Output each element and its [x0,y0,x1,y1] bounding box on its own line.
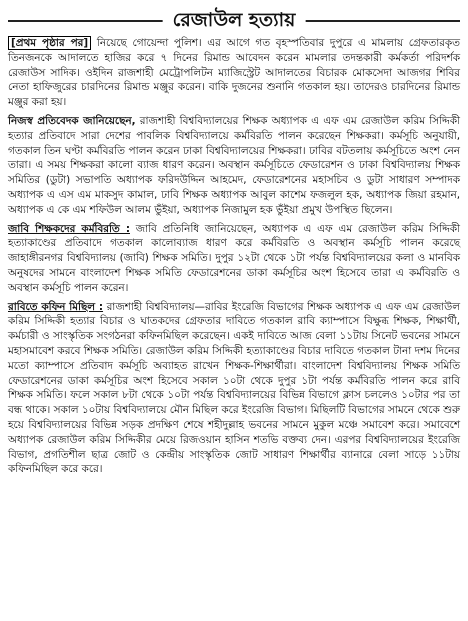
headline-bar [0,8,468,32]
paragraph-rabi [8,300,460,478]
paragraph-text: নিয়েছে গোয়েন্দা পুলিশ। এর আগে গত বৃহস্পতিবার দুপুরে এ মামলায় গ্রেফতারকৃত তিনজনকে আদালতে হাজির করে ৭ দিনের রিমান্ড আবেদন করেন মামলার তদন্তকারী কর্মকর্তা পরিদর্শক রেজাউস সাদিক। ওইদিন রাজশাহী মেট্রোপলিটন ম্যাজিস্ট্রেট আদালতের বিচারক মোকসেদা আজগর শিবির নেতা হাফিজুরের চারদিনের রিমান্ড মঞ্জুর করেন। বাকি দুজনের শুনানি গতকাল হয়। তাদেরও চারদিনের রিমান্ড মঞ্জুর করা হয়। [8,37,460,109]
subhead-own-correspondent: নিজস্ব প্রতিবেদক জানিয়েছেন, [8,114,136,127]
paragraph-text: রাজশাহী বিশ্ববিদ্যালয়—রাবির ইংরেজি বিভাগের শিক্ষক অধ্যাপক এ এফ এম রেজাউল করিম সিদ্দিকী হত্যার বিচার ও ঘাতকদের গ্রেফতার দাবিতে গতকাল রাবি ক্যাম্পাসে বিক্ষুব্ধ শিক্ষক, শিক্ষার্থী, কর্মচারী ও সাংস্কৃতিক সংগঠনরা কফিনমিছিল করেছেন। একই দাবিতে আজ বেলা ১১টায় সিনেট ভবনের সামনে মহাসমাবেশ করবে শিক্ষক সমিতি। রেজাউল করিম সিদ্দিকী হত্যাকাণ্ডের বিচার দাবিতে গতকাল টানা দশম দিনের মতো ক্যাম্পাসে প্রতিবাদ কর্মসূচি অব্যাহত রাখেন শিক্ষক-শিক্ষার্থীরা। বাংলাদেশ বিশ্ববিদ্যালয় শিক্ষক সমিতি ফেডারেশনের ডাকা কর্মসূচির অংশ হিসেবে সকাল ১০টা থেকে দুপুর ১টা পর্যন্ত কর্মবিরতি পালন করে রাবি শিক্ষক সমিতি। ফলে সকাল ৮টা থেকে ১০টা পর্যন্ত বিশ্ববিদ্যালয়ের বিভিন্ন বিভাগে ক্লাস চললেও ১০টার পর তা বন্ধ থাকে। সকাল ১০টায় বিশ্ববিদ্যালয়ে মৌন মিছিল করে ইংরেজি বিভাগ। মিছিলটি বিভাগের সামনে থেকে শুরু হয়ে বিশ্ববিদ্যালয়ের বিভিন্ন সড়ক প্রদক্ষিণ শেষে শহীদুল্লাহ ভবনের সামনে মুকুল মঞ্চে সমাবেশ করে। সমাবেশে অধ্যাপক রেজাউল করিম সিদ্দিকীর মেয়ে রিজওয়ান হাসিন শতভি বক্তব্য দেন। এরপর বিশ্ববিদ্যালয়ের ইংরেজি বিভাগ, প্রগতিশীল ছাত্র জোট ও কেন্দ্রীয় সাংস্কৃতিক জোট সাধারণ শিক্ষার্থীর ব্যানারে বেলা সাড়ে ১১টায় কফিনমিছিল করে করে। [8,300,460,476]
continued-from-label: [প্রথম পৃষ্ঠার পর] [8,36,91,50]
paragraph-jabi [8,222,460,296]
subhead-rabi: রাবিতে কফিন মিছিল : [8,300,104,313]
paragraph-own-correspondent [8,114,460,218]
subhead-jabi: জাবি শিক্ষকদের কর্মবিরতি : [8,222,130,235]
paragraph-text: জাবি প্রতিনিধি জানিয়েছেন, অধ্যাপক এ এফ এম রেজাউল করিম সিদ্দিকী হত্যাকাণ্ডের প্রতিবাদে গতকাল কালোব্যাজ ধারণ করে কর্মবিরতি ও অবস্থান কর্মসূচি পালন করেছে জাহাঙ্গীরনগর বিশ্ববিদ্যালয় (জাবি) শিক্ষক সমিতি। দুপুর ১২টা থেকে ১টা পর্যন্ত বিশ্ববিদ্যালয়ের কলা ও মানবিক অনুষদের সামনে বাংলাদেশ শিক্ষক সমিতি ফেডারেশনের ডাকা কর্মসূচির অংশ হিসেবে তারা এ কর্মবিরতি ও অবস্থান কর্মসূচি পালন করেন। [8,222,461,294]
paragraph-text: রাজশাহী বিশ্ববিদ্যালয়ের শিক্ষক অধ্যাপক এ এফ এম রেজাউল করিম সিদ্দিকী হত্যার প্রতিবাদে সারা দেশের পাবলিক বিশ্ববিদ্যালয়ে কর্মবিরতি পালন করেছেন শিক্ষকরা। কর্মসূচি অনুযায়ী, গতকাল তিন ঘণ্টা কর্মবিরতি পালন করেন ঢাকা বিশ্ববিদ্যালয়ের শিক্ষকরা। ঢাবির বটতলায় কর্মসূচিতে অংশ নেন তারা। এ সময় শিক্ষকরা কালো ব্যাজ ধারণ করেন। অবস্থান কর্মসূচিতে ফেডারেশন ও ঢাকা বিশ্ববিদ্যালয় শিক্ষক সমিতির (ডুটা) সভাপতি অধ্যাপক ফরিদউদ্দিন আহমেদ, ফেডারেশনের মহাসচিব ও ডুটা সাধারণ সম্পাদক অধ্যাপক এ এস এম মাকসুদ কামাল, ঢাবি শিক্ষক অধ্যাপক আবুল কাশেম ফজলুল হক, অধ্যাপক জিয়া রহমান, অধ্যাপক এ কে এম শফিউল আলম ভুঁইয়া, অধ্যাপক নিজামুল হক ভুঁইয়া প্রমুখ উপস্থিত ছিলেন। [8,114,460,216]
article-body [8,36,460,481]
headline: রেজাউল হত্যায় [163,8,306,32]
paragraph-continued [8,36,460,110]
